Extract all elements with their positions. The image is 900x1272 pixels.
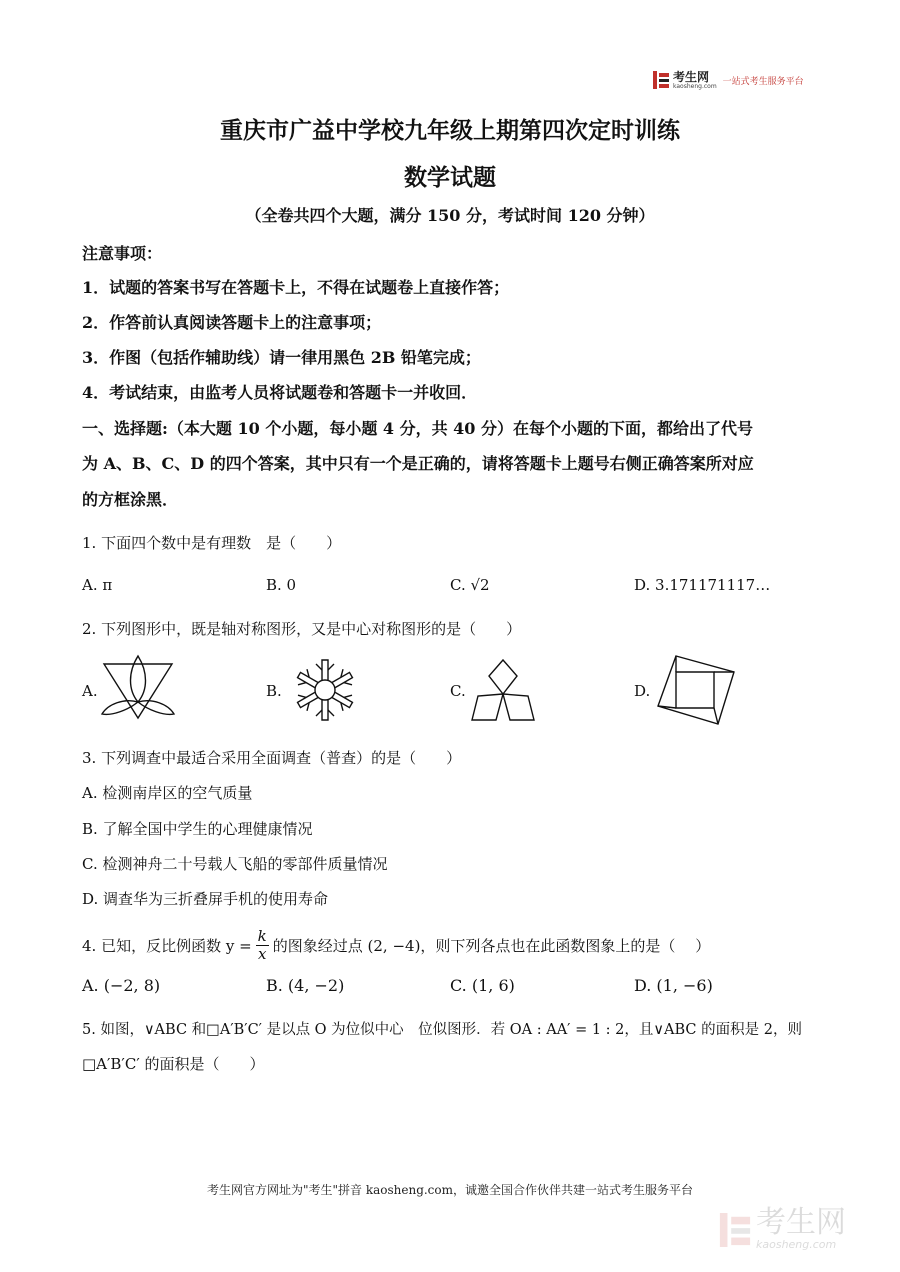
question-2-stem: 2. 下列图形中，既是轴对称图形，又是中心对称图形的是（ ） xyxy=(82,620,522,638)
brand-text xyxy=(673,71,717,90)
q1-option-c: C. √2 xyxy=(450,576,490,594)
question-1-stem: 1. 下面四个数中是有理数 是（ ） xyxy=(82,534,342,552)
question-5-stem-line1: 5. 如图，∨ABC 和□A′B′C′ 是以点 O 为位似中心 位似图形．若 OA : AA′ = 1 : 2，且∨ABC 的面积是 2，则 xyxy=(82,1022,802,1038)
q4-stem-suffix: 的图象经过点 (2, −4)，则下列各点也在此函数图象上的是（ ） xyxy=(272,937,711,955)
q1-option-a: A. π xyxy=(82,576,113,594)
watermark-logo-icon xyxy=(718,1211,752,1249)
q2-option-d: D. xyxy=(634,682,651,700)
notice-item: 4．考试结束，由监考人员将试题卷和答题卡一并收回． xyxy=(82,383,478,402)
q4-fraction xyxy=(256,928,269,963)
section-intro-line: 一、选择题:（本大题 10 个小题，每小题 4 分，共 40 分）在每个小题的下面，都给出了代号 xyxy=(82,419,753,438)
section-intro-line: 为 A、B、C、D 的四个答案，其中只有一个是正确的，请将答题卡上题号右侧正确答案所对应 xyxy=(82,454,754,473)
q1-option-d: D. 3.171171117… xyxy=(634,576,771,594)
q4-stem-prefix: 4. 已知，反比例函数 y = xyxy=(82,937,252,955)
notice-item: 1．试题的答案书写在答题卡上，不得在试题卷上直接作答； xyxy=(82,278,510,297)
question-5-stem-line2: □A′B′C′ 的面积是（ ） xyxy=(82,1055,265,1073)
figure-d-tilted-squares xyxy=(654,652,736,728)
notice-heading: 注意事项： xyxy=(82,244,163,263)
brand-slogan: 一站式考生服务平台 xyxy=(722,76,804,87)
q3-option-d: D. 调查华为三折叠屏手机的使用寿命 xyxy=(82,890,329,908)
question-4-stem xyxy=(82,928,710,963)
brand-header xyxy=(652,70,804,90)
watermark xyxy=(718,1205,846,1251)
subject-title: 数学试题 xyxy=(404,164,496,191)
kaosheng-logo-icon xyxy=(652,70,670,90)
q1-option-b: B. 0 xyxy=(266,576,297,594)
q4-option-c: C. (1, 6) xyxy=(450,976,515,995)
exam-title: 重庆市广益中学校九年级上期第四次定时训练 xyxy=(220,117,680,144)
q2-option-b: B. xyxy=(266,682,282,700)
figure-a-petal-triangle xyxy=(100,650,176,728)
q4-fraction-denominator: x xyxy=(257,945,267,963)
q3-option-c: C. 检测神舟二十号载人飞船的零部件质量情况 xyxy=(82,855,388,873)
question-3-stem: 3. 下列调查中最适合采用全面调查（普查）的是（ ） xyxy=(82,749,462,767)
q3-option-b: B. 了解全国中学生的心理健康情况 xyxy=(82,820,313,838)
q4-fraction-numerator: k xyxy=(257,927,267,945)
q2-option-a: A. xyxy=(82,682,98,700)
q4-option-a: A. (−2, 8) xyxy=(82,976,161,995)
q3-option-a: A. 检测南岸区的空气质量 xyxy=(82,784,253,802)
section-intro-line: 的方框涂黑． xyxy=(82,490,179,509)
watermark-text xyxy=(756,1205,846,1251)
q4-option-d: D. (1, −6) xyxy=(634,976,713,995)
brand-domain: kaosheng.com xyxy=(673,82,717,90)
q2-option-c: C. xyxy=(450,682,466,700)
watermark-name: 考生网 xyxy=(756,1205,846,1240)
page-footer: 考生网官方网址为"考生"拼音 kaosheng.com，诚邀全国合作伙伴共建一站式考生服务平台 xyxy=(206,1183,694,1197)
notice-item: 3．作图（包括作辅助线）请一律用黑色 2B 铅笔完成； xyxy=(82,348,481,367)
notice-item: 2．作答前认真阅读答题卡上的注意事项； xyxy=(82,313,382,332)
figure-b-snowflake xyxy=(288,652,362,728)
figure-c-three-rhombi xyxy=(470,656,536,724)
watermark-domain: kaosheng.com xyxy=(756,1238,837,1251)
exam-info: （全卷共四个大题，满分 150 分，考试时间 120 分钟） xyxy=(245,206,655,225)
brand-name: 考生网 xyxy=(673,69,710,84)
q4-option-b: B. (4, −2) xyxy=(266,976,345,995)
